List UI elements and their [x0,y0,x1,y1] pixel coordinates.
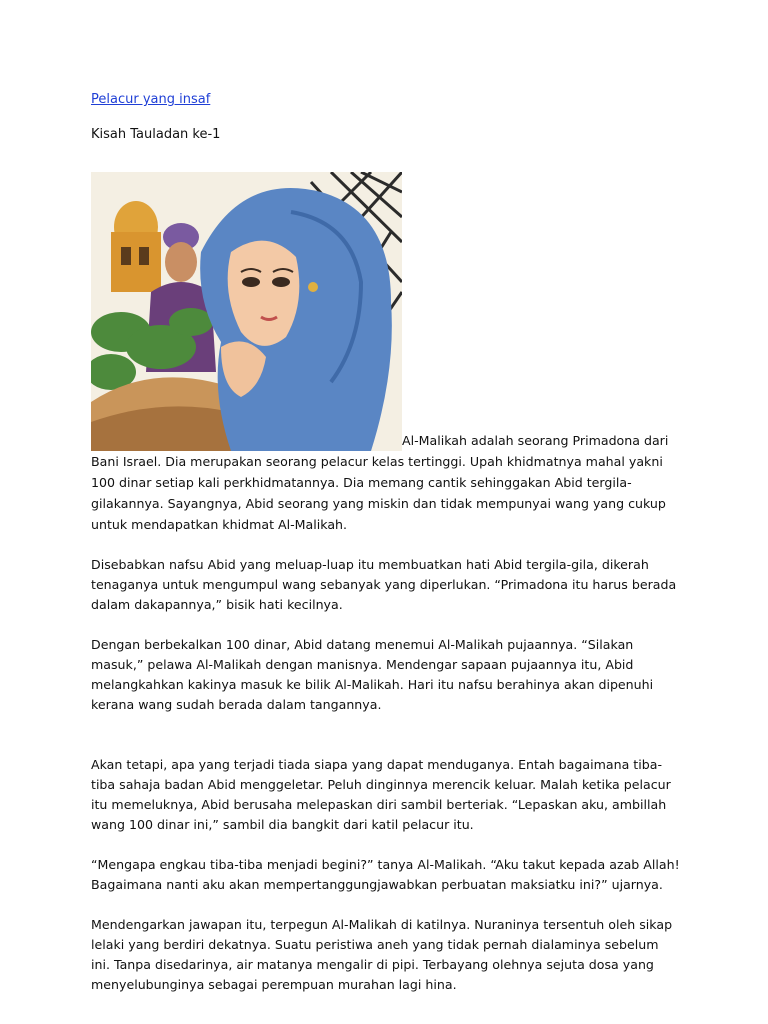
first-block [91,142,681,535]
paragraph-6: Mendengarkan jawapan itu, terpegun Al-Malikah di katilnya. Nuraninya tersentuh oleh sikap lelaki yang berdiri dekatnya. Suatu peristiwa aneh yang tidak pernah dialaminya sebelum ini. Tanpa disedarinya, air matanya mengalir di pipi. Terbayang olehnya sejuta dosa yang menyelubunginya sebagai perempuan murahan lagi hina. [91,917,673,992]
paragraph-2: Disebabkan nafsu Abid yang meluap-luap itu membuatkan hati Abid tergila-gila, dikerah tenaganya untuk mengumpul wang sebanyak yang diperlukan. “Primadona itu harus berada dalam dakapannya,” bisik hati kecilnya. [91,557,677,612]
paragraph-3: Dengan berbekalkan 100 dinar, Abid datang menemui Al-Malikah pujaannya. “Silakan masuk,” pelawa Al-Malikah dengan manisnya. Mendengar sapaan pujaannya itu, Abid melangkahkan kakinya masuk ke bilik Al-Malikah. Hari itu nafsu berahinya akan dipenuhi kerana wang sudah berada dalam tangannya. [91,637,654,712]
paragraph-1: Al-Malikah adalah seorang Primadona dari Bani Israel. Dia merupakan seorang pelacur kelas tertinggi. Upah khidmatnya mahal yakni 100 dinar setiap kali perkhidmatannya. Dia memang cantik sehinggakan Abid tergila-gilakannya. Sayangnya, Abid seorang yang miskin dan tidak mempunyai wang yang cukup untuk mendapatkan khidmat Al-Malikah. [91,433,669,532]
title-link[interactable]: Pelacur yang insaf [91,92,211,107]
story-illustration [91,172,402,451]
subtitle: Kisah Tauladan ke-1 [91,127,221,142]
paragraph-4: Akan tetapi, apa yang terjadi tiada siapa yang dapat menduganya. Entah bagaimana tiba-tiba sahaja badan Abid menggeletar. Peluh dinginnya merencik keluar. Malah ketika pelacur itu memeluknya, Abid berusaha melepaskan diri sambil berteriak. “Lepaskan aku, ambillah wang 100 dinar ini,” sambil dia bangkit dari katil pelacur itu. [91,757,671,832]
paragraph-5: “Mengapa engkau tiba-tiba menjadi begini?” tanya Al-Malikah. “Aku takut kepada azab Allah! Bagaimana nanti aku akan mempertanggungjawabkan perbuatan maksiatku ini?” ujarnya. [91,857,680,892]
document-page [91,88,681,995]
